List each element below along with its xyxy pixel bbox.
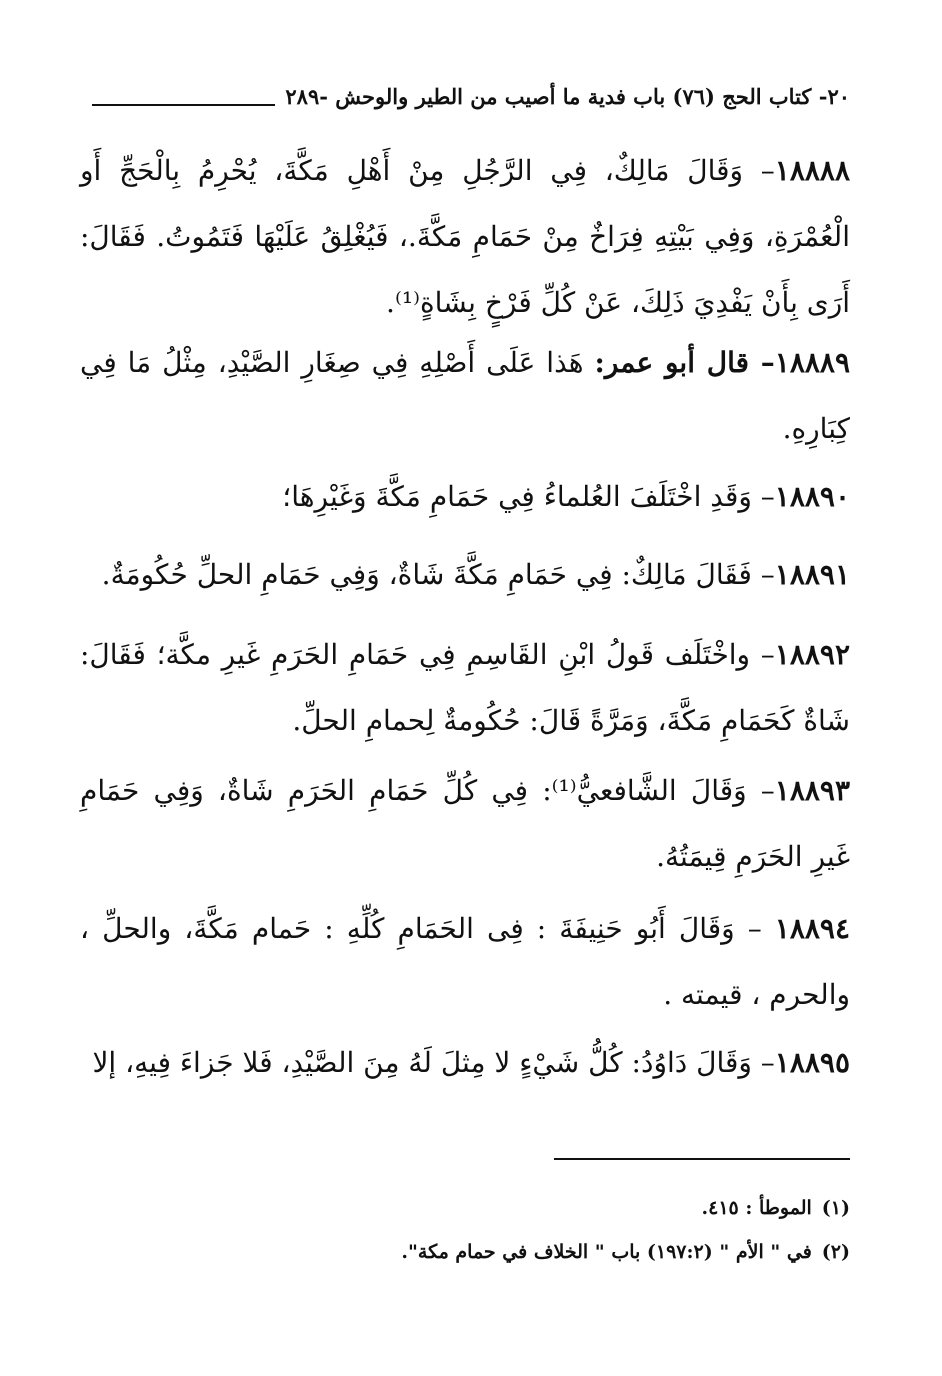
paragraph-number: ١٨٨٩٢ (774, 638, 850, 671)
header-rule (92, 104, 275, 106)
paragraph-number: ١٨٨٩١ (774, 558, 850, 591)
footnote-separator (554, 1158, 850, 1160)
footnote-text: في " الأم " (١٩٧:٢) باب " الخلاف في حمام مكة". (401, 1241, 812, 1263)
paragraph-18889 (80, 330, 850, 462)
paragraph-18891 (80, 542, 850, 608)
paragraph-number: ١٨٨٨٨ (774, 154, 850, 187)
paragraph-number: ١٨٨٩٤ (774, 912, 850, 945)
page-header (92, 78, 850, 114)
paragraph-18888 (80, 138, 850, 336)
paragraph-text: – وَقَالَ أَبُو حَنِيفَةَ : فِى الحَمَامِ كُلِّهِ : حَمام مَكَّةَ، والحلِّ ، والحرم ، قيمته . (80, 912, 850, 1011)
paragraph-18895 (80, 1030, 850, 1096)
paragraph-lead: – قال أبو عمر: (594, 346, 775, 379)
paragraph-18894 (80, 896, 850, 1028)
paragraph-18890 (80, 464, 850, 530)
paragraph-text: – واخْتَلَف قَولُ ابْنِ القَاسِمِ فِي حَمَامِ الحَرَمِ غَيرِ مكَّة؛ فَقَالَ: شَاةٌ كَحَمَامِ مَكَّةَ، وَمَرَّةً قَالَ: حُكُومةٌ لِحمامِ الحلِّ. (80, 638, 850, 737)
footnote-1 (92, 1192, 850, 1224)
paragraph-text: – وَقَدِ اخْتَلَفَ العُلماءُ فِي حَمَامِ مَكَّةَ وَغَيْرِهَا؛ (282, 480, 775, 513)
paragraph-number: ١٨٨٩٣ (774, 774, 850, 807)
paragraph-18892 (80, 622, 850, 754)
footnote-number: (٢) (821, 1241, 850, 1263)
paragraph-number: ١٨٨٩٠ (774, 480, 850, 513)
paragraph-18893 (80, 758, 850, 890)
footnote-2 (92, 1236, 850, 1268)
paragraph-number: ١٨٨٨٩ (774, 346, 850, 379)
paragraph-text: – فَقَالَ مَالِكٌ: فِي حَمَامِ مَكَّةَ شَاةٌ، وَفِي حَمَامِ الحلِّ حُكُومَةٌ. (101, 558, 775, 591)
paragraph-text: – وَقَالَ دَاوُدُ: كُلُّ شَيْءٍ لا مِثلَ لَهُ مِنَ الصَّيْدِ، فَلا جَزاءَ فِيهِ، إلا (92, 1046, 775, 1079)
paragraph-number: ١٨٨٩٥ (774, 1046, 850, 1079)
paragraph-text: – وَقَالَ الشَّافعيُّ⁽¹⁾: فِي كُلِّ حَمَامِ الحَرَمِ شَاةٌ، وَفِي حَمَامِ غَيرِ الحَرَمِ قِيمَتُهُ. (80, 774, 850, 873)
paragraph-text: هَذا عَلَى أَصْلِهِ فِي صِغَارِ الصَّيْدِ، مِثْلُ مَا فِي كِبَارِهِ. (80, 346, 850, 445)
footnote-number: (١) (821, 1197, 850, 1219)
running-header-title: ٢٠- كتاب الحج (٧٦) باب فدية ما أصيب من الطير والوحش -٢٨٩ (285, 83, 850, 109)
paragraph-text: – وَقَالَ مَالِكٌ، فِي الرَّجُلِ مِنْ أَهْلِ مَكَّةَ، يُحْرِمُ بِالْحَجِّ أَو الْعُمْرَةِ، وَفِي بَيْتِهِ فِرَاخٌ مِنْ حَمَامِ مَكَّةَ.، فَيُغْلِقُ عَلَيْهَا فَتَمُوتُ. فَقَالَ: أَرَى بِأَنْ يَفْدِيَ ذَلِكَ، عَنْ كُلِّ فَرْخٍ بِشَاةٍ⁽¹⁾. (80, 154, 850, 319)
footnote-text: الموطأ : ٤١٥. (701, 1197, 812, 1219)
